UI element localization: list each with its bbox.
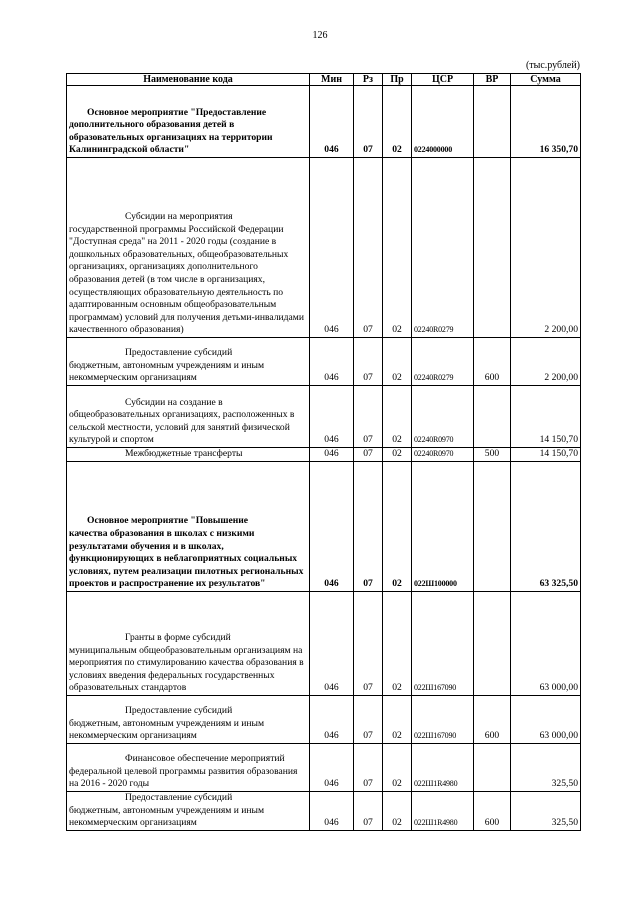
header-sum: Сумма: [511, 74, 581, 86]
cell-csr: 022Ш1R4980: [412, 744, 474, 792]
cell-name-rest: качества образования в школах с низкими результатами обучения и в школах, функционирующих в неблагоприятных социальных условиях, путем реализации пилотных региональных проектов и распространение их результатов": [69, 528, 304, 590]
cell-name-first-line: Межбюджетные трансферты: [125, 448, 243, 460]
units-label: (тыс.рублей): [525, 60, 580, 71]
cell-name-first-line: Предоставление субсидий: [125, 792, 233, 803]
cell-pr: 02: [383, 386, 412, 448]
cell-sum: 14 150,70: [511, 386, 581, 448]
cell-name: [67, 696, 310, 744]
budget-table: [66, 73, 581, 831]
cell-name-rest: федеральной целевой программы развития образования на 2016 - 2020 годы: [69, 765, 298, 790]
cell-sum: 325,50: [511, 792, 581, 831]
cell-vr: [474, 386, 511, 448]
cell-name: [67, 744, 310, 792]
cell-name-first-line: Субсидии на создание в: [125, 396, 223, 408]
cell-vr: [474, 592, 511, 696]
cell-csr: 022Ш1R4980: [412, 792, 474, 831]
cell-pr: 02: [383, 592, 412, 696]
cell-pr: 02: [383, 448, 412, 462]
cell-name-first-line: Гранты в форме субсидий: [125, 632, 231, 644]
cell-name-rest: бюджетным, автономным учреждениям и иным некоммерческим организациям: [69, 717, 265, 742]
cell-rz: 07: [354, 386, 383, 448]
cell-name-first-line: Предоставление субсидий: [125, 705, 233, 717]
cell-name-first-line: Основное мероприятие "Предоставление: [87, 106, 267, 118]
cell-vr: [474, 744, 511, 792]
table-row: [67, 386, 581, 448]
header-pr: Пр: [383, 74, 412, 86]
cell-name-first-line: Финансовое обеспечение мероприятий: [125, 753, 285, 765]
cell-name-rest: муниципальным общеобразовательным организациям на мероприятия по стимулированию качества образования в условиях введения федеральных государственных образовательных стандартов: [69, 644, 304, 694]
cell-rz: 07: [354, 744, 383, 792]
cell-pr: 02: [383, 338, 412, 386]
cell-name-rest: бюджетным, автономным учреждениям и иным некоммерческим организациям: [69, 359, 265, 384]
cell-rz: 07: [354, 592, 383, 696]
cell-pr: 02: [383, 744, 412, 792]
cell-name: [67, 462, 310, 592]
table-row: [67, 744, 581, 792]
cell-rz: 07: [354, 448, 383, 462]
cell-pr: 02: [383, 462, 412, 592]
cell-pr: 02: [383, 86, 412, 158]
cell-name-rest: бюджетным, автономным учреждениям и иным некоммерческим организациям: [69, 804, 265, 829]
cell-vr: 500: [474, 448, 511, 462]
cell-csr: 02240R0279: [412, 338, 474, 386]
cell-csr: 02240R0279: [412, 158, 474, 338]
cell-min: 046: [310, 744, 354, 792]
cell-sum: 2 200,00: [511, 338, 581, 386]
table-row: [67, 86, 581, 158]
header-min: Мин: [310, 74, 354, 86]
header-rz: Рз: [354, 74, 383, 86]
table-row: [67, 158, 581, 338]
cell-vr: 600: [474, 338, 511, 386]
cell-sum: 325,50: [511, 744, 581, 792]
cell-pr: 02: [383, 792, 412, 831]
header-name: Наименование кода: [67, 74, 310, 86]
cell-csr: 02240R0970: [412, 448, 474, 462]
cell-min: 046: [310, 462, 354, 592]
cell-sum: 63 000,00: [511, 592, 581, 696]
cell-name-first-line: Субсидии на мероприятия: [125, 211, 233, 223]
cell-rz: 07: [354, 696, 383, 744]
cell-csr: 022Ш167090: [412, 592, 474, 696]
cell-sum: 63 325,50: [511, 462, 581, 592]
cell-vr: [474, 86, 511, 158]
cell-name: [67, 792, 310, 831]
cell-name: [67, 592, 310, 696]
cell-sum: 63 000,00: [511, 696, 581, 744]
table-row: [67, 792, 581, 831]
cell-rz: 07: [354, 462, 383, 592]
table-row: [67, 462, 581, 592]
table-row: [67, 696, 581, 744]
cell-min: 046: [310, 592, 354, 696]
cell-name-rest: дополнительного образования детей в образовательных организациях на территории Калининградской области": [69, 119, 273, 156]
cell-sum: 16 350,70: [511, 86, 581, 158]
header-vr: ВР: [474, 74, 511, 86]
page-number: 126: [312, 30, 328, 41]
cell-rz: 07: [354, 158, 383, 338]
cell-name: [67, 448, 310, 462]
cell-vr: [474, 158, 511, 338]
cell-sum: 2 200,00: [511, 158, 581, 338]
cell-pr: 02: [383, 696, 412, 744]
cell-rz: 07: [354, 792, 383, 831]
cell-name: [67, 338, 310, 386]
cell-vr: 600: [474, 696, 511, 744]
cell-min: 046: [310, 448, 354, 462]
table-row: [67, 338, 581, 386]
cell-name-first-line: Предоставление субсидий: [125, 347, 233, 359]
cell-name: [67, 86, 310, 158]
cell-rz: 07: [354, 86, 383, 158]
cell-name-rest: государственной программы Российской Федерации "Доступная среда" на 2011 - 2020 годы (создание в дошкольных образовательных, общеобразовательных организациях, организациях дополнительного образования детей (в том числе в организациях, осуществляющих образовательную деятельность по адаптированным основным общеобразовательным программам) условий для получения детьми-инвалидами качественного образования): [69, 223, 304, 336]
cell-min: 046: [310, 792, 354, 831]
cell-min: 046: [310, 696, 354, 744]
cell-csr: 022Ш100000: [412, 462, 474, 592]
cell-sum: 14 150,70: [511, 448, 581, 462]
table-row: [67, 592, 581, 696]
cell-name-first-line: Основное мероприятие "Повышение: [87, 515, 249, 527]
cell-name: [67, 386, 310, 448]
cell-vr: [474, 462, 511, 592]
cell-min: 046: [310, 86, 354, 158]
table-header-row: [67, 74, 581, 86]
cell-csr: 02240R0970: [412, 386, 474, 448]
cell-name-rest: общеобразовательных организациях, расположенных в сельской местности, условий для занятий физической культурой и спортом: [69, 409, 295, 446]
cell-min: 046: [310, 386, 354, 448]
cell-csr: 022Ш167090: [412, 696, 474, 744]
cell-rz: 07: [354, 338, 383, 386]
cell-pr: 02: [383, 158, 412, 338]
cell-csr: 0224000000: [412, 86, 474, 158]
cell-name: [67, 158, 310, 338]
table-row: [67, 448, 581, 462]
cell-vr: 600: [474, 792, 511, 831]
cell-min: 046: [310, 158, 354, 338]
header-csr: ЦСР: [412, 74, 474, 86]
cell-min: 046: [310, 338, 354, 386]
